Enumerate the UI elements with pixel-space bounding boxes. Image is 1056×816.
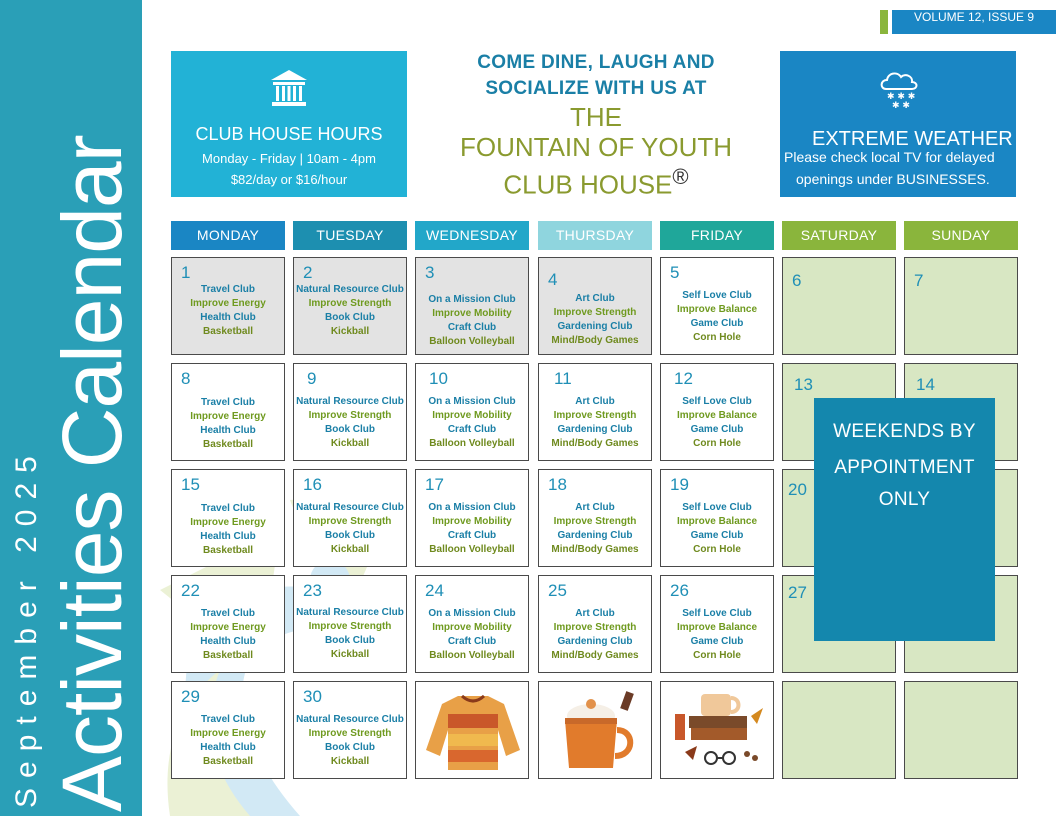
- calendar-cell: [293, 469, 407, 567]
- snow-cloud-icon: [876, 65, 922, 111]
- weather-box: [780, 51, 1016, 197]
- calendar-cell: [660, 363, 774, 461]
- activity: Craft Club: [447, 636, 497, 647]
- date-number: 26: [670, 581, 689, 600]
- activity: Art Club: [575, 608, 615, 619]
- date-number: 9: [307, 369, 317, 388]
- activity: Natural Resource Club: [296, 714, 404, 725]
- activity: Improve Mobility: [432, 410, 512, 421]
- date-number: 11: [554, 369, 572, 388]
- activity: Mind/Body Games: [551, 544, 639, 555]
- activity: Travel Club: [201, 608, 255, 619]
- date-number: 14: [916, 375, 935, 394]
- activity: Improve Strength: [553, 410, 637, 421]
- calendar-cell: [171, 257, 285, 355]
- date-number: 10: [429, 369, 448, 388]
- date-number: 13: [794, 375, 813, 394]
- calendar-cell: [171, 575, 285, 673]
- calendar-cell: [660, 257, 774, 355]
- date-number: 15: [181, 475, 200, 494]
- calendar-cell: [171, 363, 285, 461]
- activity: Craft Club: [447, 530, 497, 541]
- date-number: 24: [425, 581, 444, 600]
- calendar-cell: [538, 575, 652, 673]
- activity: Corn Hole: [693, 544, 741, 555]
- activity: Kickball: [330, 756, 370, 767]
- activity: Balloon Volleyball: [429, 544, 515, 555]
- activity: On a Mission Club: [428, 294, 516, 305]
- calendar-cell: [293, 681, 407, 779]
- date-number: 19: [670, 475, 689, 494]
- calendar-cell: [782, 257, 896, 355]
- weekend-notice-line-2: APPOINTMENT: [834, 457, 975, 478]
- calendar-cell: [415, 257, 529, 355]
- day-header-monday: MONDAY: [171, 221, 285, 250]
- activity: Gardening Club: [557, 530, 633, 541]
- activity: Health Club: [200, 636, 256, 647]
- day-header-tuesday: TUESDAY: [293, 221, 407, 250]
- date-number: 4: [548, 270, 558, 289]
- date-number: 7: [914, 271, 924, 290]
- activity: Improve Strength: [308, 298, 392, 309]
- hours-schedule: Monday - Friday | 10am - 4pm: [202, 151, 376, 166]
- activity: Improve Energy: [190, 728, 266, 739]
- date-number: 3: [425, 263, 435, 282]
- club-name-line-1: THE: [570, 102, 622, 132]
- svg-text:✱ ✱: ✱ ✱: [892, 101, 910, 111]
- calendar-cell: [415, 681, 529, 779]
- activity: Natural Resource Club: [296, 396, 404, 407]
- pumpkin-latte-icon: [551, 686, 641, 776]
- day-header-thursday: THURSDAY: [538, 221, 652, 250]
- activity: Basketball: [202, 545, 254, 556]
- weather-title: EXTREME WEATHER: [812, 128, 1013, 150]
- calendar-cell: [538, 363, 652, 461]
- activity: Kickball: [330, 649, 370, 660]
- activity: Improve Energy: [190, 517, 266, 528]
- day-header-saturday: SATURDAY: [782, 221, 896, 250]
- activity: Travel Club: [201, 714, 255, 725]
- building-icon: [268, 67, 310, 109]
- activity: Improve Energy: [190, 298, 266, 309]
- activity: Improve Balance: [676, 516, 758, 527]
- activity: Self Love Club: [682, 290, 752, 301]
- calendar-title: Activities Calendar: [45, 135, 139, 812]
- activity: Improve Strength: [308, 410, 392, 421]
- activity: Basketball: [202, 650, 254, 661]
- date-number: 8: [181, 369, 191, 388]
- calendar-cell: [538, 681, 652, 779]
- svg-text:✱ ✱ ✱: ✱ ✱ ✱: [887, 92, 916, 102]
- activity: Book Club: [325, 530, 375, 541]
- activity: On a Mission Club: [428, 608, 516, 619]
- date-number: 22: [181, 581, 200, 600]
- date-number: 20: [788, 480, 807, 499]
- headline: [420, 50, 772, 200]
- sweater-icon: [422, 690, 524, 772]
- activity: Book Club: [325, 742, 375, 753]
- activity: Self Love Club: [682, 396, 752, 407]
- date-number: 1: [181, 263, 191, 282]
- activity: Improve Balance: [676, 410, 758, 421]
- weekend-notice-line-1: WEEKENDS BY: [833, 421, 976, 442]
- activity: Natural Resource Club: [296, 607, 404, 618]
- activity: On a Mission Club: [428, 502, 516, 513]
- calendar-cell: [171, 681, 285, 779]
- activity: Improve Strength: [308, 516, 392, 527]
- activity: Book Club: [325, 635, 375, 646]
- activity: Improve Balance: [676, 304, 758, 315]
- date-number: 29: [181, 687, 200, 706]
- date-number: 30: [303, 687, 322, 706]
- calendar-cell: [660, 681, 774, 779]
- volume-accent: [880, 10, 888, 34]
- activity: Basketball: [202, 756, 254, 767]
- calendar-cell: [660, 469, 774, 567]
- activity: Balloon Volleyball: [429, 438, 515, 449]
- activity: Natural Resource Club: [296, 502, 404, 513]
- calendar-cell: [171, 469, 285, 567]
- activity: Kickball: [330, 326, 370, 337]
- calendar-cell: [660, 575, 774, 673]
- calendar-cell: [415, 469, 529, 567]
- sidebar-banner: [0, 0, 142, 816]
- activity: Balloon Volleyball: [429, 650, 515, 661]
- registered-mark: ®: [672, 164, 689, 189]
- activity: Improve Strength: [553, 622, 637, 633]
- activity: Game Club: [690, 530, 744, 541]
- activity: Natural Resource Club: [296, 284, 404, 295]
- activity: Self Love Club: [682, 502, 752, 513]
- weekend-notice: [814, 398, 995, 641]
- date-number: 12: [674, 369, 693, 388]
- activity: Improve Mobility: [432, 516, 512, 527]
- date-number: 25: [548, 581, 567, 600]
- day-header-friday: FRIDAY: [660, 221, 774, 250]
- weather-note-2: openings under BUSINESSES.: [796, 171, 990, 187]
- date-number: 16: [303, 475, 322, 494]
- activity: Craft Club: [447, 322, 497, 333]
- activity: Corn Hole: [693, 332, 741, 343]
- calendar-cell: [538, 257, 652, 355]
- activity: Corn Hole: [693, 650, 741, 661]
- date-number: 17: [425, 475, 444, 494]
- activity: Improve Energy: [190, 622, 266, 633]
- activity: On a Mission Club: [428, 396, 516, 407]
- date-number: 2: [303, 263, 313, 282]
- activity: Art Club: [575, 502, 615, 513]
- calendar-cell: [415, 575, 529, 673]
- calendar-cell: [904, 257, 1018, 355]
- club-name-line-3: [420, 162, 772, 200]
- activity: Basketball: [202, 439, 254, 450]
- date-number: 18: [548, 475, 567, 494]
- activity: Health Club: [200, 531, 256, 542]
- calendar-cell: [782, 681, 896, 779]
- activity: Improve Balance: [676, 622, 758, 633]
- activity: Health Club: [200, 742, 256, 753]
- activity: Self Love Club: [682, 608, 752, 619]
- activity: Improve Strength: [553, 307, 637, 318]
- activity: Improve Energy: [190, 411, 266, 422]
- club-name-text: CLUB HOUSE: [503, 169, 673, 200]
- activity: Kickball: [330, 544, 370, 555]
- calendar-cell: [538, 469, 652, 567]
- hours-pricing: $82/day or $16/hour: [230, 172, 348, 187]
- activity: Mind/Body Games: [551, 650, 639, 661]
- activity: Improve Strength: [308, 621, 392, 632]
- activity: Gardening Club: [557, 424, 633, 435]
- calendar-month: September 2025: [10, 446, 43, 808]
- activity: Gardening Club: [557, 636, 633, 647]
- activity: Health Club: [200, 312, 256, 323]
- activity: Mind/Body Games: [551, 438, 639, 449]
- activity: Game Club: [690, 318, 744, 329]
- activity: Mind/Body Games: [551, 335, 639, 346]
- activity: Basketball: [202, 326, 254, 337]
- activity: Travel Club: [201, 397, 255, 408]
- activity: Improve Mobility: [432, 308, 512, 319]
- calendar-cell: [415, 363, 529, 461]
- activity: Balloon Volleyball: [429, 336, 515, 347]
- day-header-wednesday: WEDNESDAY: [415, 221, 529, 250]
- weather-note-1: Please check local TV for delayed: [784, 149, 995, 165]
- date-number: 23: [303, 581, 322, 600]
- date-number: 6: [792, 271, 802, 290]
- activity: Travel Club: [201, 503, 255, 514]
- hours-box: [171, 51, 407, 197]
- volume-tag: VOLUME 12, ISSUE 9: [892, 10, 1056, 34]
- activity: Game Club: [690, 424, 744, 435]
- activity: Improve Strength: [308, 728, 392, 739]
- activity: Book Club: [325, 312, 375, 323]
- activity: Art Club: [575, 396, 615, 407]
- weekend-notice-line-3: ONLY: [878, 489, 931, 510]
- activity: Kickball: [330, 438, 370, 449]
- activity: Health Club: [200, 425, 256, 436]
- calendar-cell: [293, 257, 407, 355]
- calendar-cell: [904, 681, 1018, 779]
- activity: Game Club: [690, 636, 744, 647]
- autumn-coffee-books-icon: [667, 686, 771, 776]
- activity: Corn Hole: [693, 438, 741, 449]
- activity: Improve Mobility: [432, 622, 512, 633]
- activity: Book Club: [325, 424, 375, 435]
- activity: Travel Club: [201, 284, 255, 295]
- hours-title: CLUB HOUSE HOURS: [195, 124, 383, 144]
- activity: Craft Club: [447, 424, 497, 435]
- activity: Gardening Club: [557, 321, 633, 332]
- date-number: 5: [670, 263, 680, 282]
- club-name-line-2: FOUNTAIN OF YOUTH: [459, 132, 733, 162]
- day-header-sunday: SUNDAY: [904, 221, 1018, 250]
- calendar-cell: [293, 363, 407, 461]
- headline-line-2: SOCIALIZE WITH US AT: [485, 78, 707, 99]
- headline-line-1: COME DINE, LAUGH AND: [477, 52, 715, 73]
- activity: Art Club: [575, 293, 615, 304]
- activity: Improve Strength: [553, 516, 637, 527]
- calendar-cell: [293, 575, 407, 673]
- date-number: 27: [788, 583, 807, 602]
